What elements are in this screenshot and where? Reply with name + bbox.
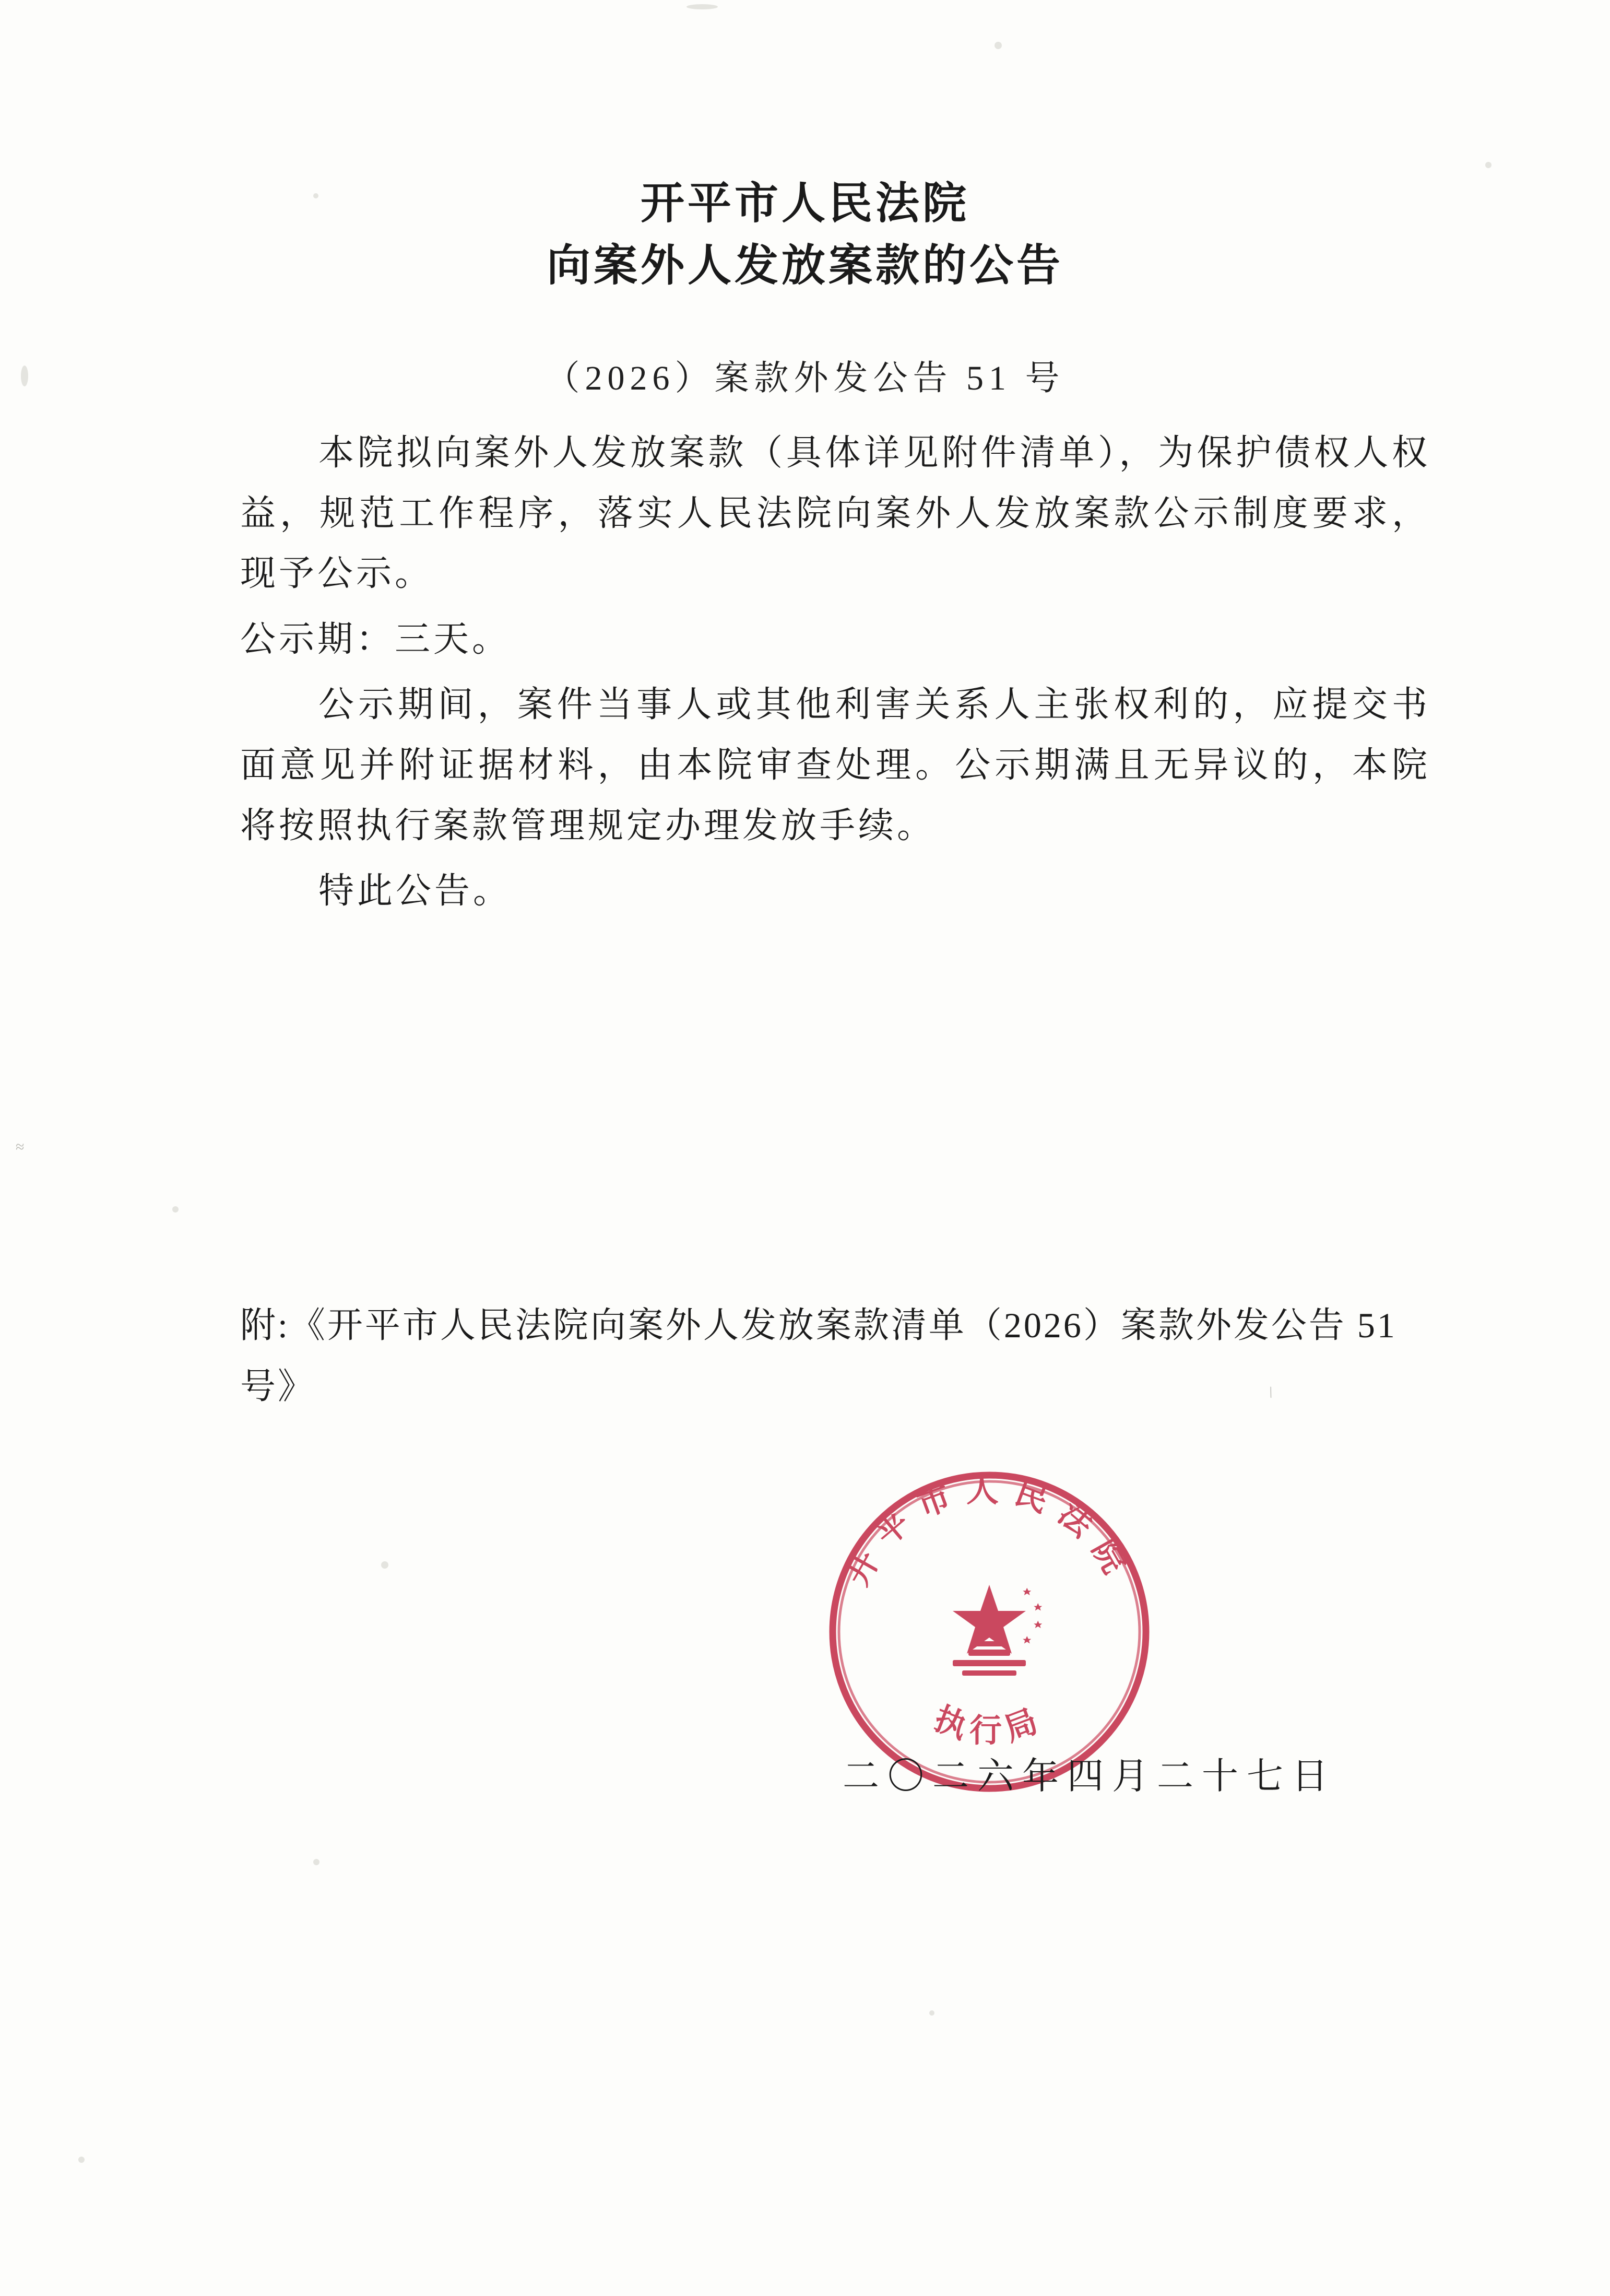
scan-speck bbox=[381, 1561, 388, 1569]
scan-artifact: ≈ bbox=[16, 1138, 25, 1156]
page-title bbox=[0, 172, 1610, 297]
document-body bbox=[240, 423, 1430, 927]
scan-speck bbox=[78, 2157, 85, 2163]
paragraph-2: 公示期：三天。 bbox=[240, 619, 511, 659]
scan-artifact: \ bbox=[1266, 1383, 1276, 1402]
scan-speck bbox=[1485, 162, 1491, 168]
scan-speck bbox=[313, 193, 318, 198]
scan-speck bbox=[21, 366, 28, 386]
scan-speck bbox=[929, 2010, 934, 2016]
paragraph-3: 公示期间，案件当事人或其他利害关系人主张权利的，应提交书面意见并附证据材料，由本院审查处理。公示期满且无异议的，本院将按照执行案款管理规定办理发放手续。 bbox=[240, 685, 1430, 845]
paragraph-4: 特此公告。 bbox=[318, 871, 512, 911]
issue-date: 二〇二六年四月二十七日 bbox=[843, 1757, 1336, 1797]
svg-text:执行局: 执行局 bbox=[929, 1699, 1050, 1749]
document-number: （2026）案款外发公告 51 号 bbox=[545, 359, 1065, 397]
title-line-1: 开平市人民法院 bbox=[640, 178, 969, 229]
scan-speck bbox=[313, 1859, 319, 1865]
scan-speck bbox=[172, 1206, 179, 1212]
svg-text:开平市人民法院: 开平市人民法院 bbox=[838, 1471, 1141, 1592]
scan-speck bbox=[995, 42, 1002, 49]
paragraph-1: 本院拟向案外人发放案款（具体详见附件清单），为保护债权人权益，规范工作程序，落实人民法院向案外人发放案款公示制度要求，现予公示。 bbox=[240, 433, 1430, 594]
title-line-2: 向案外人发放案款的公告 bbox=[546, 240, 1063, 291]
attachment-reference: 附:《开平市人民法院向案外人发放案款清单（2026）案款外发公告 51 号》 bbox=[240, 1305, 1397, 1406]
scan-speck bbox=[686, 4, 718, 9]
